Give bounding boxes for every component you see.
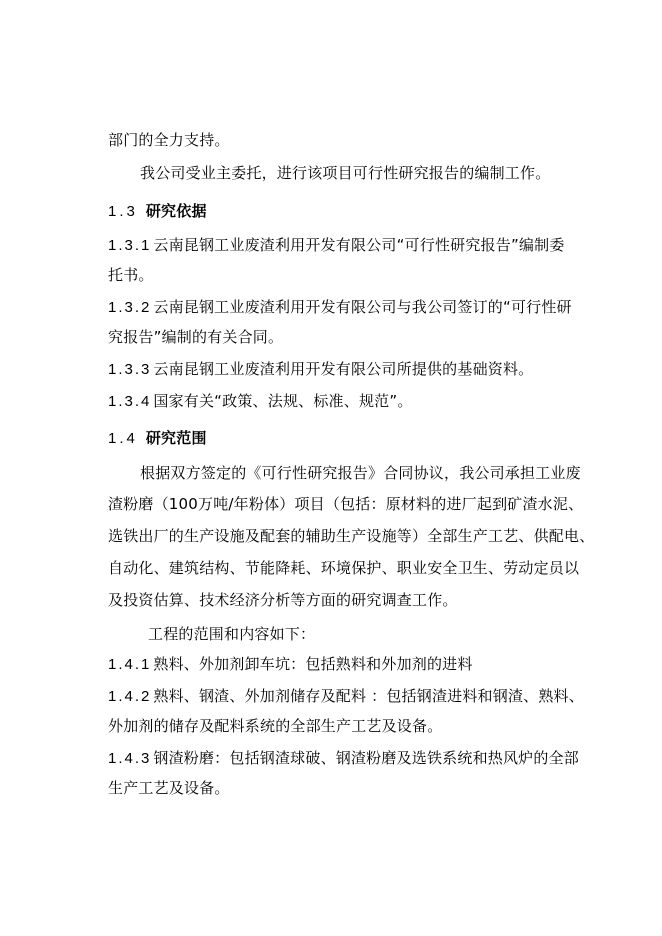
item-text: 云南昆钢工业废渣利用开发有限公司与我公司签订的“可行性研 <box>153 298 572 316</box>
scope-paragraph-line-3 <box>108 526 594 546</box>
line-text: 外加剂的储存及配料系统的全部生产工艺及设备。 <box>108 717 443 735</box>
item-text: 熟料、外加剂卸车坑：包括熟料和外加剂的进料 <box>153 655 473 673</box>
item-number: 1.3.4 <box>108 393 152 410</box>
item-text: 熟料、钢渣、外加剂储存及配料 ：包括钢渣进料和钢渣、熟料、 <box>153 687 584 705</box>
section-heading-1-4 <box>108 428 207 449</box>
scope-paragraph-line-1 <box>140 463 581 483</box>
line-text: 托书。 <box>108 266 154 284</box>
item-number: 1.3.1 <box>108 237 152 254</box>
item-1-3-2 <box>108 297 572 318</box>
line-text: 我公司受业主委托，进行该项目可行性研究报告的编制工作。 <box>140 164 551 182</box>
line-text: 根据双方签定的《可行性研究报告》合同协议，我公司承担工业废 <box>140 464 581 482</box>
item-1-3-1 <box>108 235 565 256</box>
line-text: 究报告”编制的有关合同。 <box>108 328 284 346</box>
scope-paragraph-line-2 <box>108 494 583 514</box>
paragraph-continuation <box>108 130 230 150</box>
section-heading-1-3 <box>108 201 207 222</box>
item-1-4-2-continuation <box>108 716 442 736</box>
section-title: 研究范围 <box>145 429 207 447</box>
item-text: 国家有关“政策、法规、标准、规范”。 <box>153 392 413 410</box>
line-text: 工程的范围和内容如下： <box>148 625 316 643</box>
item-1-3-4 <box>108 391 413 412</box>
item-1-4-3 <box>108 748 579 769</box>
scope-paragraph-line-4 <box>108 558 579 578</box>
section-title: 研究依据 <box>145 202 207 220</box>
item-number: 1.4.2 <box>108 688 152 705</box>
item-text: 云南昆钢工业废渣利用开发有限公司所提供的基础资料。 <box>153 360 534 378</box>
item-number: 1.4.3 <box>108 750 152 767</box>
line-text: 选铁出厂的生产设施及配套的辅助生产设施等）全部生产工艺、供配电、 <box>108 527 595 545</box>
item-1-4-3-continuation <box>108 778 230 798</box>
line-text: 及投资估算、技术经济分析等方面的研究调查工作。 <box>108 591 458 609</box>
line-text: 自动化、建筑结构、节能降耗、环境保护、职业安全卫生、劳动定员以 <box>108 559 580 577</box>
item-text: 云南昆钢工业废渣利用开发有限公司“可行性研究报告”编制委 <box>153 236 565 254</box>
line-text: 部门的全力支持。 <box>108 131 230 149</box>
item-1-3-2-continuation <box>108 327 283 347</box>
line-text: 生产工艺及设备。 <box>108 779 230 797</box>
item-number: 1.3.2 <box>108 299 152 316</box>
scope-intro <box>148 624 315 644</box>
item-number: 1.3.3 <box>108 361 152 378</box>
item-1-3-3 <box>108 359 533 380</box>
section-number: 1.3 <box>108 203 138 220</box>
paragraph-commission <box>140 163 550 183</box>
item-number: 1.4.1 <box>108 656 152 673</box>
scope-paragraph-line-5 <box>108 590 458 610</box>
line-text: 渣粉磨（100万吨/年粉体）项目（包括：原材料的进厂起到矿渣水泥、 <box>108 495 584 513</box>
item-1-3-1-continuation <box>108 265 154 285</box>
item-1-4-2 <box>108 686 584 707</box>
section-number: 1.4 <box>108 430 138 447</box>
item-1-4-1 <box>108 654 473 675</box>
item-text: 钢渣粉磨：包括钢渣球破、钢渣粉磨及选铁系统和热风炉的全部 <box>153 749 579 767</box>
